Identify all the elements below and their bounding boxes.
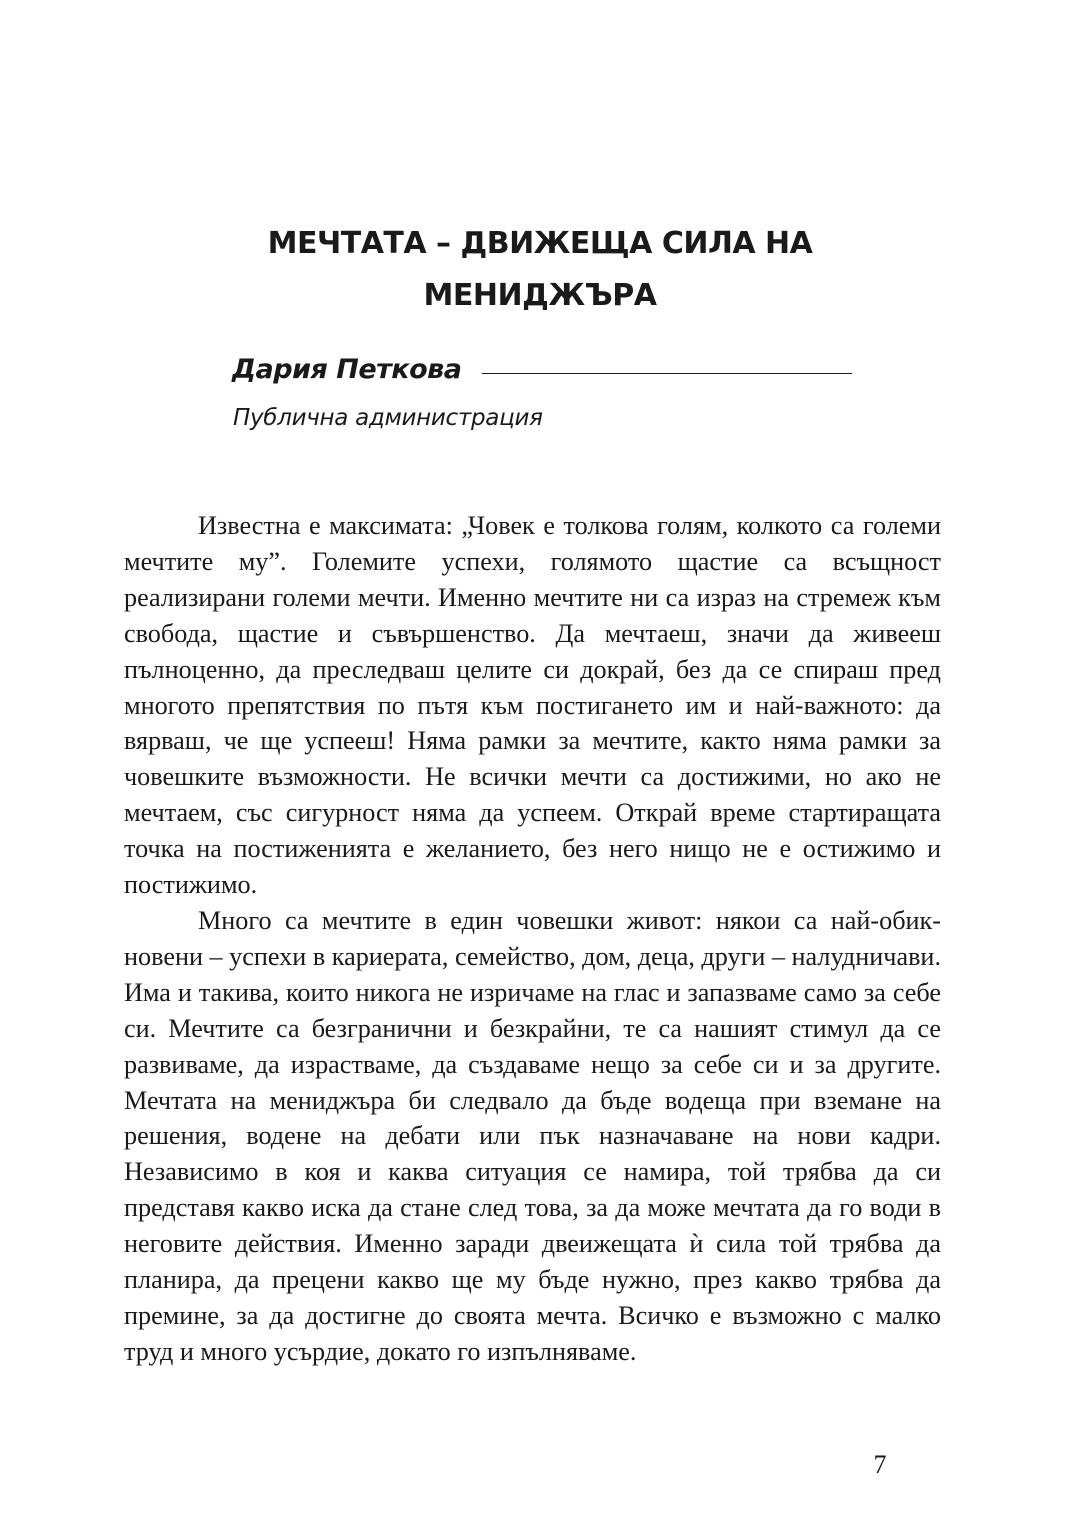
author-divider [482,373,852,374]
author-row [232,348,872,392]
title-line-1: МЕЧТАТА – ДВИЖЕЩА СИЛА НА [267,226,813,261]
paragraph-1: Известна е максимата: „Човек е толкова голям, колкото са големи мечтите му”. Големите успехи, голямото щастие са всъщност реализирани големи мечти. Именно мечтите ни са израз на стремеж към свобода, щастие и съвършенство. Да мечтаеш, значи да живееш пълноценно, да преследваш целите си докрай, без да се спираш пред многото препятствия по пътя към постигането им и най-важното: да вярваш, че ще успееш! Няма рамки за мечтите, както няма рамки за човешките възможности. Не всички мечти са достижими, но ако не мечтаем, със сигурност няма да успеем. Открай време стартиращата точка на постиженията е желанието, без него нищо не е остижимо и постижимо. [124,511,941,900]
paragraph-2: Много са мечтите в един човешки живот: някои са най-обикновени – успехи в кариерата, семейство, дом, деца, други – налудничави. Има и такива, които никога не изричаме на глас и запазваме само за себе си. Мечтите са безгранични и безкрайни, те са нашият стимул да се развиваме, да израстваме, да създаваме нещо за себе си и за другите. Мечтата на мениджъра би следвало да бъде водеща при вземане на решения, водене на дебати или пък назначаване на нови кадри. Независимо в коя и каква ситуация се намира, той трябва да си представя какво иска да стане след това, за да може мечтата да го води в неговите действия. Именно заради двеижещата ѝ сила той трябва да планира, да прецени какво ще му бъде нужно, през какво трябва да премине, за да достигне до своята мечта. Всичко е възможно с малко труд и много усърдие, докато го изпълняваме. [124,905,941,1366]
author-affiliation: Публична администрация [233,405,543,431]
article-body [124,508,941,1370]
author-name: Дария Петкова [232,354,462,385]
page-title [140,218,940,322]
page-number: 7 [873,1450,887,1479]
title-line-2: МЕНИДЖЪРА [423,278,657,313]
